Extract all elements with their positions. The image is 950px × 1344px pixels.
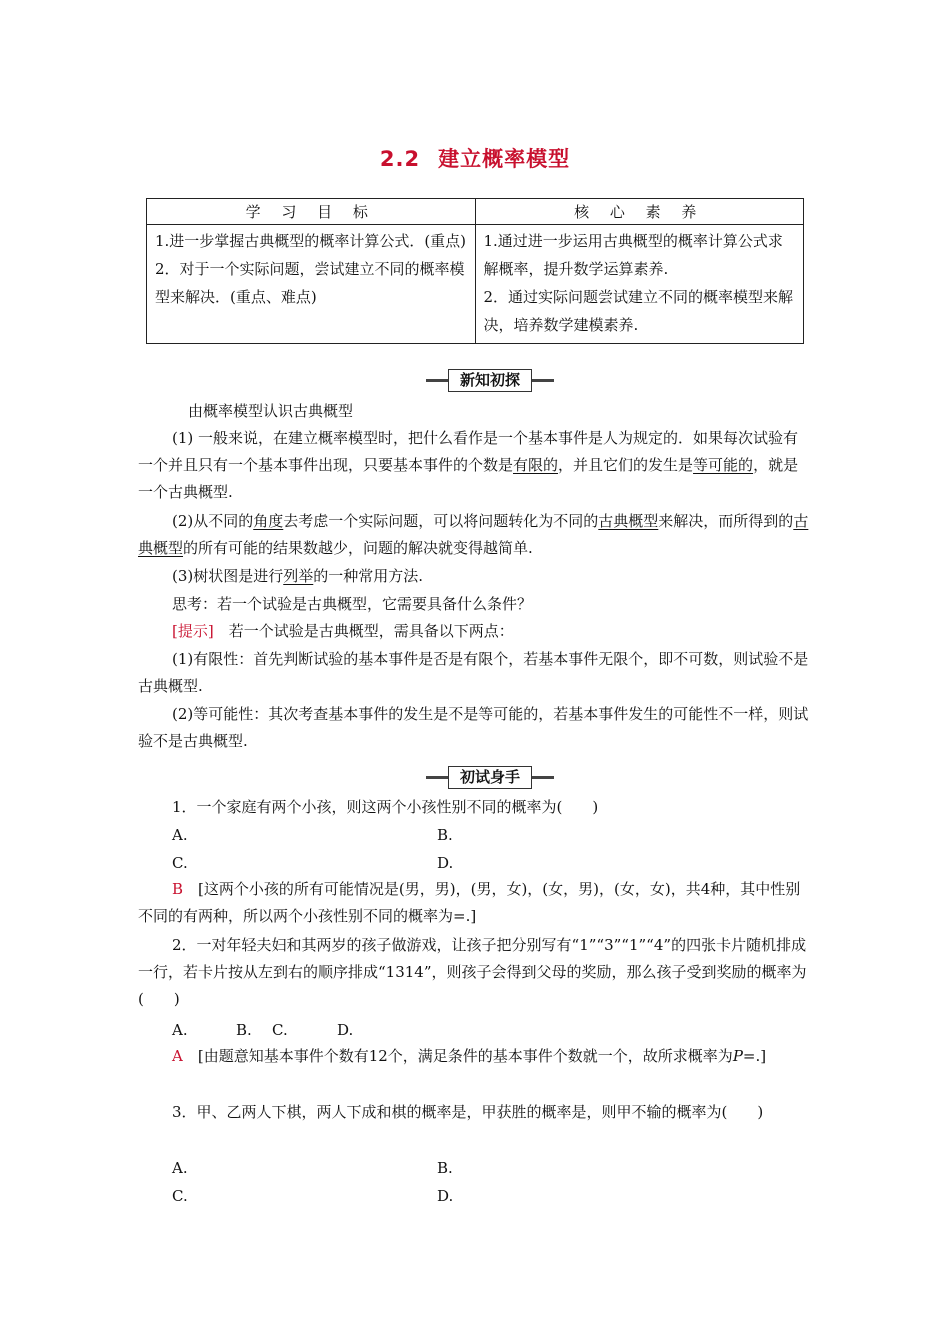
answer-2	[138, 1043, 810, 1070]
core-literacy-cell	[475, 225, 804, 344]
q2-option-c[interactable]: C.	[272, 1021, 288, 1039]
p1-underline-equal: 等可能的	[693, 456, 754, 474]
q1-option-a[interactable]: A.	[172, 826, 188, 844]
p2-text-a: (2)从不同的	[172, 512, 254, 530]
think-question: 思考：若一个试验是古典概型，它需要具备什么条件？	[172, 595, 533, 613]
section1-heading: 由概率模型认识古典概型	[188, 402, 354, 420]
banner-label: 初试身手	[448, 766, 532, 789]
q1-option-b[interactable]: B.	[437, 826, 453, 844]
section-banner-new-knowledge	[426, 367, 554, 393]
condition-finite: (1)有限性：首先判断试验的基本事件是否是有限个，若基本事件无限个，即不可数，则试验不是古典概型.	[138, 650, 809, 695]
paragraph-1	[138, 425, 810, 506]
p2-underline-classical-1: 古典概型	[598, 512, 659, 530]
q1-option-c[interactable]: C.	[172, 854, 188, 872]
answer-2-letter: A	[172, 1047, 183, 1065]
page-title	[0, 143, 950, 173]
section-title: 建立概率模型	[438, 147, 571, 171]
section-number: 2.2	[379, 147, 421, 171]
core-literacy-text: 1.通过进一步运用古典概型的概率计算公式求解概率，提升数学运算素养. 2．通过实际问题尝试建立不同的概率模型来解决，培养数学建模素养.	[483, 232, 794, 334]
q1-option-d[interactable]: D.	[437, 854, 454, 872]
question-2: 2．一对年轻夫妇和其两岁的孩子做游戏，让孩子把分别写有“1”“3”“1”“4”的四张卡片随机排成一行，若卡片按从左到右的顺序排成“1314”，则孩子会得到父母的奖励，那么孩子受到奖励的概率为( )	[138, 936, 807, 1008]
answer-1	[138, 876, 810, 930]
learning-goals-text: 1.进一步掌握古典概型的概率计算公式．(重点) 2．对于一个实际问题，尝试建立不同的概率模型来解决．(重点、难点)	[155, 232, 467, 306]
goals-header-learning: 学 习 目 标	[147, 199, 476, 225]
answer-2-var: P	[732, 1047, 743, 1065]
p3-text-a: (3)树状图是进行	[172, 567, 284, 585]
p2-text-b: 去考虑一个实际问题，可以将问题转化为不同的	[283, 512, 599, 530]
q3-option-a[interactable]: A.	[172, 1159, 188, 1177]
paragraph-3	[138, 563, 810, 590]
question-1: 1．一个家庭有两个小孩，则这两个小孩性别不同的概率为( )	[172, 798, 599, 816]
hint-text: 若一个试验是古典概型，需具备以下两点：	[228, 622, 514, 640]
q2-option-d[interactable]: D.	[337, 1021, 354, 1039]
q2-option-a[interactable]: A.	[172, 1021, 188, 1039]
answer-2-end: =.]	[742, 1047, 767, 1065]
p2-text-d: 的所有可能的结果数越少，问题的解决就变得越简单.	[183, 539, 533, 557]
p3-underline-enumerate: 列举	[283, 567, 314, 585]
q2-option-b[interactable]: B.	[236, 1021, 252, 1039]
p1-text-b: ，并且它们的发生是	[558, 456, 694, 474]
banner-label: 新知初探	[448, 369, 532, 392]
goals-header-literacy: 核 心 素 养	[475, 199, 804, 225]
condition-equal: (2)等可能性：其次考查基本事件的发生是不是等可能的，若基本事件发生的可能性不一样，则试验不是古典概型.	[138, 705, 809, 750]
paragraph-2	[138, 508, 810, 562]
answer-1-letter: B	[172, 880, 184, 898]
p2-underline-classical-2: 古典概型	[138, 512, 809, 557]
goals-table	[146, 198, 804, 344]
p2-underline-angle: 角度	[253, 512, 284, 530]
p1-text-a: (1) 一般来说，在建立概率模型时，把什么看作是一个基本事件是人为规定的．如果每次试验有一个并且只有一个基本事件出现，只要基本事件的个数是	[138, 429, 799, 474]
q3-option-c[interactable]: C.	[172, 1187, 188, 1205]
hint-line	[138, 618, 810, 645]
q3-option-b[interactable]: B.	[437, 1159, 453, 1177]
learning-goals-cell	[147, 225, 476, 344]
q3-option-d[interactable]: D.	[437, 1187, 454, 1205]
question-3: 3．甲、乙两人下棋，两人下成和棋的概率是，甲获胜的概率是，则甲不输的概率为( )	[172, 1103, 764, 1121]
p1-underline-finite: 有限的	[513, 456, 559, 474]
answer-2-text: [由题意知基本事件个数有12个，满足条件的基本事件个数就一个，故所求概率为	[197, 1047, 733, 1065]
p3-text-b: 的一种常用方法.	[313, 567, 424, 585]
answer-1-text: [这两个小孩的所有可能情况是(男，男)，(男，女)，(女，男)，(女，女)，共4种，其中性别不同的有两种，所以两个小孩性别不同的概率为=.]	[138, 880, 801, 925]
p1-text-c: ，就是一个古典概型.	[138, 456, 799, 501]
hint-label: [提示]	[172, 622, 214, 640]
section-banner-first-try	[426, 764, 554, 790]
p2-text-c: 来解决，而所得到的	[658, 512, 794, 530]
